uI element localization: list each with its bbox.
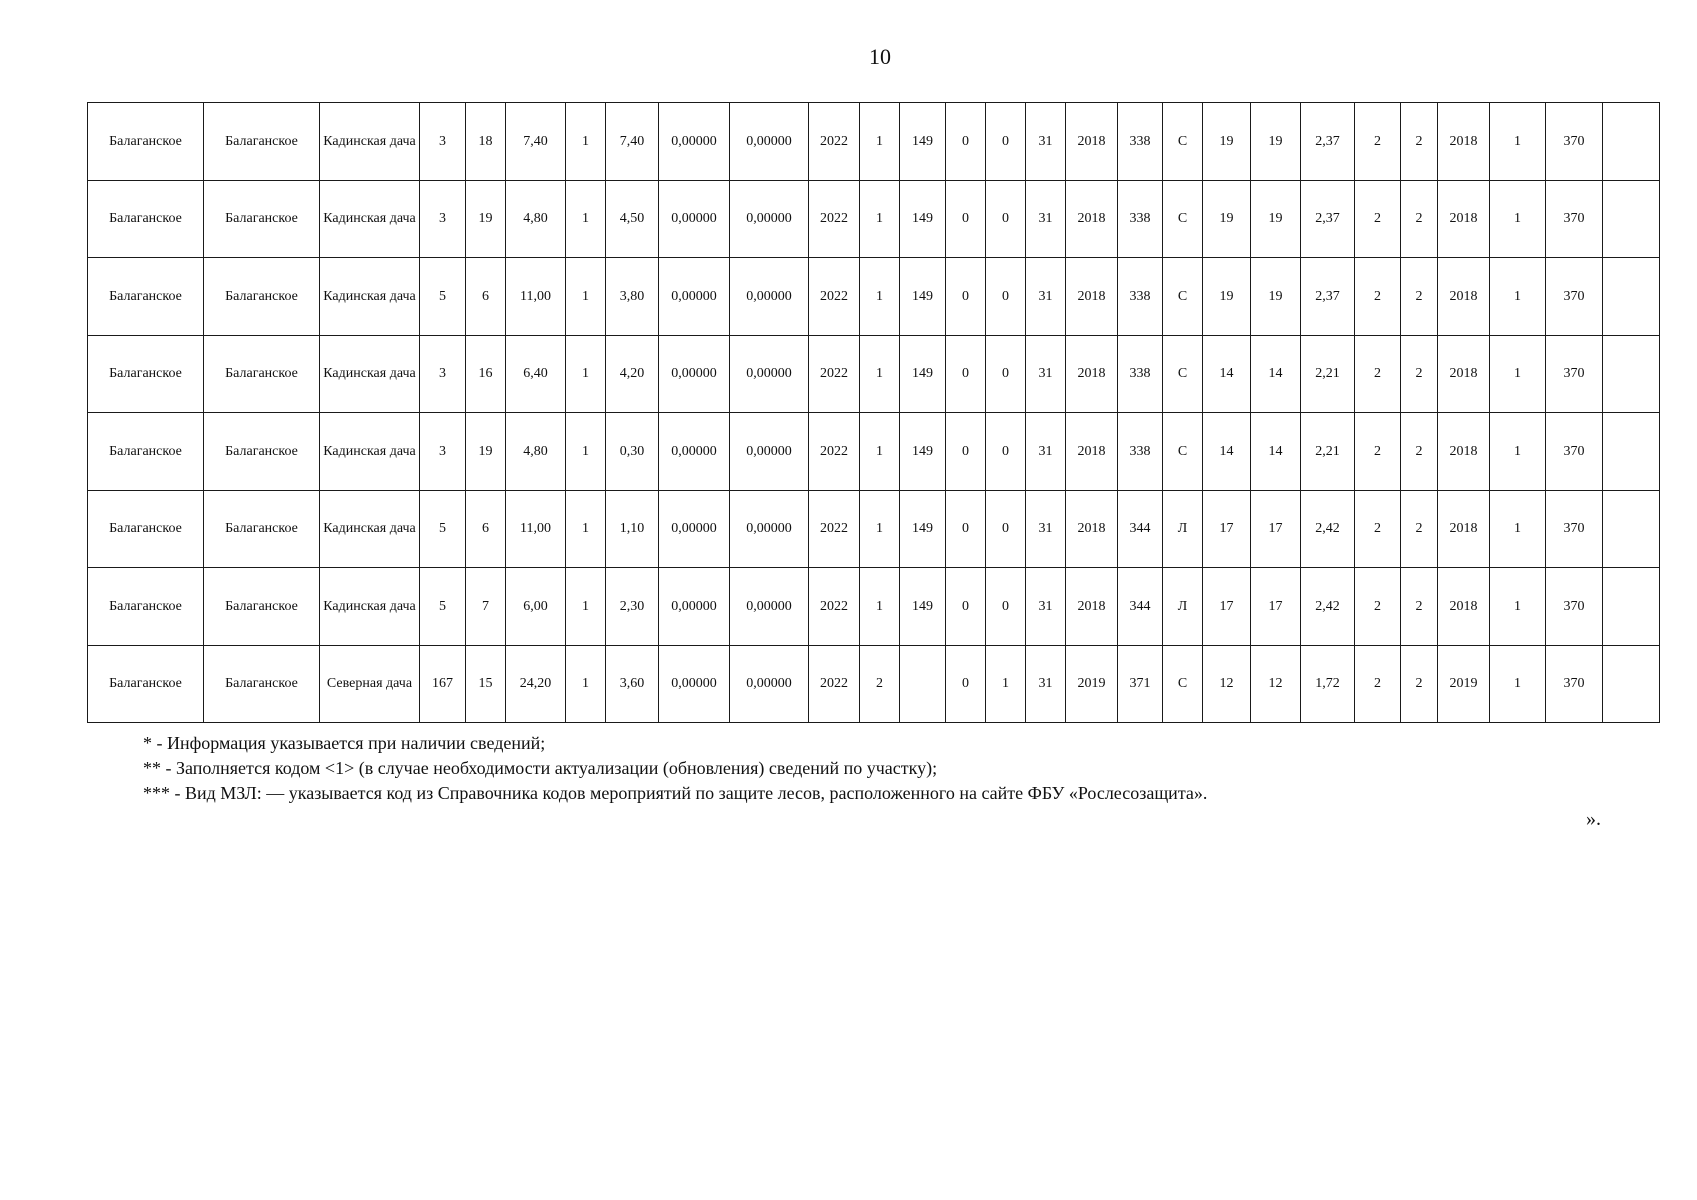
table-cell: 2022 [809,335,860,413]
page-number: 10 [869,44,891,69]
table-cell: 2 [1355,103,1401,181]
table-cell: 11,00 [506,490,566,568]
table-cell: 167 [420,645,466,723]
table-cell: Балаганское [88,413,204,491]
table-cell: 0,00000 [659,645,730,723]
table-cell: 12 [1203,645,1251,723]
table-cell: С [1163,335,1203,413]
table-cell: 2,21 [1301,413,1355,491]
table-cell: 4,20 [606,335,659,413]
table-cell: 338 [1118,413,1163,491]
table-cell: 2 [1401,258,1438,336]
table-cell: 0,00000 [730,103,809,181]
table-cell: 2018 [1438,413,1490,491]
table-row [88,103,1660,181]
table-cell: 31 [1026,645,1066,723]
table-cell: 1 [1490,645,1546,723]
table-cell: 370 [1546,568,1603,646]
table-cell: Кадинская дача [320,568,420,646]
table-cell: 149 [900,180,946,258]
table-cell: Кадинская дача [320,335,420,413]
table-cell: 2018 [1438,180,1490,258]
table-cell: 17 [1251,490,1301,568]
table-cell: Балаганское [88,258,204,336]
table-cell: 19 [466,413,506,491]
table-cell: 370 [1546,258,1603,336]
table-cell: 19 [1203,258,1251,336]
table-cell: 15 [466,645,506,723]
table-cell: 0,00000 [730,568,809,646]
table-row [88,645,1660,723]
table-cell: 0 [986,180,1026,258]
table-cell: 7,40 [606,103,659,181]
table-cell: Кадинская дача [320,490,420,568]
footnote-1: * - Информация указывается при наличии сведений; [143,733,546,753]
table-cell: Балаганское [204,413,320,491]
table-cell: 7 [466,568,506,646]
table-cell: 1 [566,413,606,491]
forest-plots-table [87,102,1660,723]
table-cell: 370 [1546,645,1603,723]
table-cell: 1 [860,335,900,413]
table-cell: 31 [1026,568,1066,646]
table-cell: 370 [1546,490,1603,568]
table-cell: 149 [900,258,946,336]
table-cell: 19 [1251,258,1301,336]
table-body [88,103,1660,723]
table-row [88,568,1660,646]
table-cell [1603,103,1660,181]
table-cell: 149 [900,568,946,646]
table-cell: 1 [1490,180,1546,258]
table-cell: 2018 [1438,568,1490,646]
table-cell: 2018 [1066,258,1118,336]
table-cell: 2018 [1438,335,1490,413]
table-cell: 31 [1026,180,1066,258]
table-cell: 0,00000 [730,645,809,723]
table-row [88,490,1660,568]
table-cell [1603,645,1660,723]
table-cell: 2018 [1066,568,1118,646]
table-cell: 17 [1251,568,1301,646]
table-cell: Балаганское [88,180,204,258]
table-cell [1603,258,1660,336]
table-cell: 149 [900,335,946,413]
table-cell: 338 [1118,103,1163,181]
table-cell: 149 [900,103,946,181]
table-cell: 1 [860,180,900,258]
table-cell: 19 [466,180,506,258]
table-cell: 0,00000 [659,103,730,181]
table-cell: Балаганское [204,180,320,258]
table-cell: 19 [1251,180,1301,258]
table-cell: 2 [1401,180,1438,258]
table-cell: 338 [1118,335,1163,413]
table-cell: 17 [1203,490,1251,568]
table-cell: Балаганское [88,490,204,568]
table-cell: 338 [1118,180,1163,258]
table-cell: 0,00000 [730,180,809,258]
table-cell: 2022 [809,645,860,723]
table-cell: 31 [1026,335,1066,413]
table-cell: Л [1163,490,1203,568]
table-cell: 0 [946,413,986,491]
table-cell: Балаганское [88,645,204,723]
table-cell [1603,335,1660,413]
table-cell: С [1163,103,1203,181]
table-cell: 31 [1026,413,1066,491]
table-cell: 0 [946,180,986,258]
table-cell: 2018 [1066,335,1118,413]
table-cell: 3 [420,103,466,181]
table-cell: 2,42 [1301,568,1355,646]
table-cell [1603,180,1660,258]
table-cell: 1 [566,490,606,568]
table-cell: С [1163,180,1203,258]
table-row [88,180,1660,258]
table-cell: 0,00000 [659,335,730,413]
table-cell: 0,00000 [659,490,730,568]
table-cell: Балаганское [88,335,204,413]
table-cell: С [1163,645,1203,723]
table-cell: 5 [420,258,466,336]
table-cell: 344 [1118,568,1163,646]
table-cell: 0 [946,258,986,336]
table-cell: 24,20 [506,645,566,723]
table-cell: 31 [1026,258,1066,336]
table-cell: 2022 [809,258,860,336]
table-cell: 2018 [1066,490,1118,568]
footnote-2: ** - Заполняется кодом <1> (в случае необходимости актуализации (обновления) сведений по участку); [143,758,938,778]
table-cell: 1 [986,645,1026,723]
closing-quote-mark: ». [1586,808,1601,830]
table-cell: Балаганское [204,645,320,723]
table-cell: 0 [986,490,1026,568]
table-cell [1603,413,1660,491]
footnotes [143,731,1207,806]
table-cell: 2,37 [1301,180,1355,258]
table-cell: 370 [1546,103,1603,181]
table-cell: 370 [1546,413,1603,491]
table-cell: 19 [1203,103,1251,181]
table-cell: 2 [1355,645,1401,723]
table-cell: 2022 [809,413,860,491]
table-cell [1603,568,1660,646]
table-cell: 2 [1401,335,1438,413]
table-cell: 1 [1490,413,1546,491]
table-cell: 2 [860,645,900,723]
table-cell: 0 [986,258,1026,336]
table-cell: 14 [1203,413,1251,491]
table-cell: 149 [900,490,946,568]
table-cell: 1,10 [606,490,659,568]
table-cell [900,645,946,723]
table-cell: Л [1163,568,1203,646]
table-cell: 2018 [1066,103,1118,181]
table-cell: 2018 [1066,413,1118,491]
table-cell: 2 [1355,335,1401,413]
table-cell: 2,21 [1301,335,1355,413]
table-cell: 149 [900,413,946,491]
table-cell: 0,00000 [730,335,809,413]
table-cell: С [1163,258,1203,336]
table-cell: 1 [860,258,900,336]
table-row [88,335,1660,413]
table-cell: 2019 [1438,645,1490,723]
table-cell: 338 [1118,258,1163,336]
table-cell: 1,72 [1301,645,1355,723]
table-cell: 0,00000 [659,180,730,258]
table-cell: Балаганское [204,258,320,336]
table-cell: 2018 [1066,180,1118,258]
table-cell: 370 [1546,180,1603,258]
table-cell: 3 [420,180,466,258]
table-cell: 1 [1490,490,1546,568]
table-cell: 2,30 [606,568,659,646]
table-cell: 1 [566,335,606,413]
table-cell: 2 [1355,258,1401,336]
table-cell: 0,00000 [730,490,809,568]
table-cell: Балаганское [88,568,204,646]
table-cell: 31 [1026,490,1066,568]
table-cell: 2,37 [1301,258,1355,336]
table-cell: 2 [1401,645,1438,723]
table-cell: 0,30 [606,413,659,491]
table-cell: Северная дача [320,645,420,723]
table-cell: 1 [860,490,900,568]
table-cell: 371 [1118,645,1163,723]
table-cell: 16 [466,335,506,413]
table-cell: 2022 [809,180,860,258]
table-cell: 0,00000 [730,258,809,336]
table-cell: 0 [986,103,1026,181]
table-cell: Балаганское [204,568,320,646]
table-row [88,258,1660,336]
table-cell: 0 [946,490,986,568]
table-cell: 31 [1026,103,1066,181]
table-cell: 0 [986,413,1026,491]
table-cell: 1 [566,258,606,336]
table-cell: 344 [1118,490,1163,568]
table-cell: 0 [946,568,986,646]
table-cell: 6,40 [506,335,566,413]
table-cell: 2022 [809,103,860,181]
table-cell: 2 [1355,180,1401,258]
table-cell: 19 [1203,180,1251,258]
table-cell: 0,00000 [730,413,809,491]
table-cell: 2 [1401,568,1438,646]
table-row [88,413,1660,491]
table-cell: 0 [946,645,986,723]
table-cell: 3,60 [606,645,659,723]
table-cell: 2018 [1438,103,1490,181]
table-cell: 12 [1251,645,1301,723]
table-cell: Балаганское [204,490,320,568]
table-cell: 1 [566,645,606,723]
table-cell: 14 [1251,413,1301,491]
table-cell: Балаганское [204,335,320,413]
table-cell: 14 [1203,335,1251,413]
table-cell: 2 [1355,490,1401,568]
table-cell: 0 [946,103,986,181]
table-cell: 2 [1355,568,1401,646]
table-cell: 0 [986,335,1026,413]
table-cell: 2,42 [1301,490,1355,568]
table-cell: 1 [1490,103,1546,181]
table-cell: 1 [860,568,900,646]
table-cell: 1 [1490,335,1546,413]
table-cell: 0,00000 [659,568,730,646]
table-cell: 6 [466,258,506,336]
table-cell: 370 [1546,335,1603,413]
footnote-3: *** - Вид МЗЛ: — указывается код из Справочника кодов мероприятий по защите лесов, расположенного на сайте ФБУ «Рослесозащита». [143,783,1208,803]
table-cell: 1 [860,103,900,181]
table-cell: 2,37 [1301,103,1355,181]
table-cell: 19 [1251,103,1301,181]
table-cell: 1 [860,413,900,491]
table-cell: 4,80 [506,413,566,491]
table-cell: С [1163,413,1203,491]
table-cell: 4,80 [506,180,566,258]
table-cell: 6,00 [506,568,566,646]
table-cell: 0,00000 [659,258,730,336]
table-cell: 2019 [1066,645,1118,723]
table-cell: 3 [420,413,466,491]
table-cell: Кадинская дача [320,413,420,491]
table-cell: 5 [420,568,466,646]
table-cell: Балаганское [88,103,204,181]
table-cell: 2 [1401,103,1438,181]
table-cell: 11,00 [506,258,566,336]
table-cell: 2 [1355,413,1401,491]
table-cell: 5 [420,490,466,568]
table-cell: 2022 [809,568,860,646]
table-cell [1603,490,1660,568]
table-cell: 2018 [1438,490,1490,568]
table-cell: 2 [1401,413,1438,491]
table-cell: 0 [946,335,986,413]
table-cell: 1 [1490,568,1546,646]
table-cell: 1 [566,180,606,258]
table-cell: 17 [1203,568,1251,646]
table-cell: 1 [566,103,606,181]
table-cell: 0 [986,568,1026,646]
table-cell: 7,40 [506,103,566,181]
table-cell: 4,50 [606,180,659,258]
table-cell: Балаганское [204,103,320,181]
table-cell: 0,00000 [659,413,730,491]
table-cell: 1 [566,568,606,646]
table-cell: 1 [1490,258,1546,336]
table-cell: 2 [1401,490,1438,568]
table-cell: Кадинская дача [320,258,420,336]
table-cell: 2018 [1438,258,1490,336]
table-cell: 2022 [809,490,860,568]
table-cell: 3,80 [606,258,659,336]
table-cell: 6 [466,490,506,568]
table-cell: 18 [466,103,506,181]
table-cell: Кадинская дача [320,180,420,258]
table-cell: Кадинская дача [320,103,420,181]
table-cell: 3 [420,335,466,413]
table-cell: 14 [1251,335,1301,413]
